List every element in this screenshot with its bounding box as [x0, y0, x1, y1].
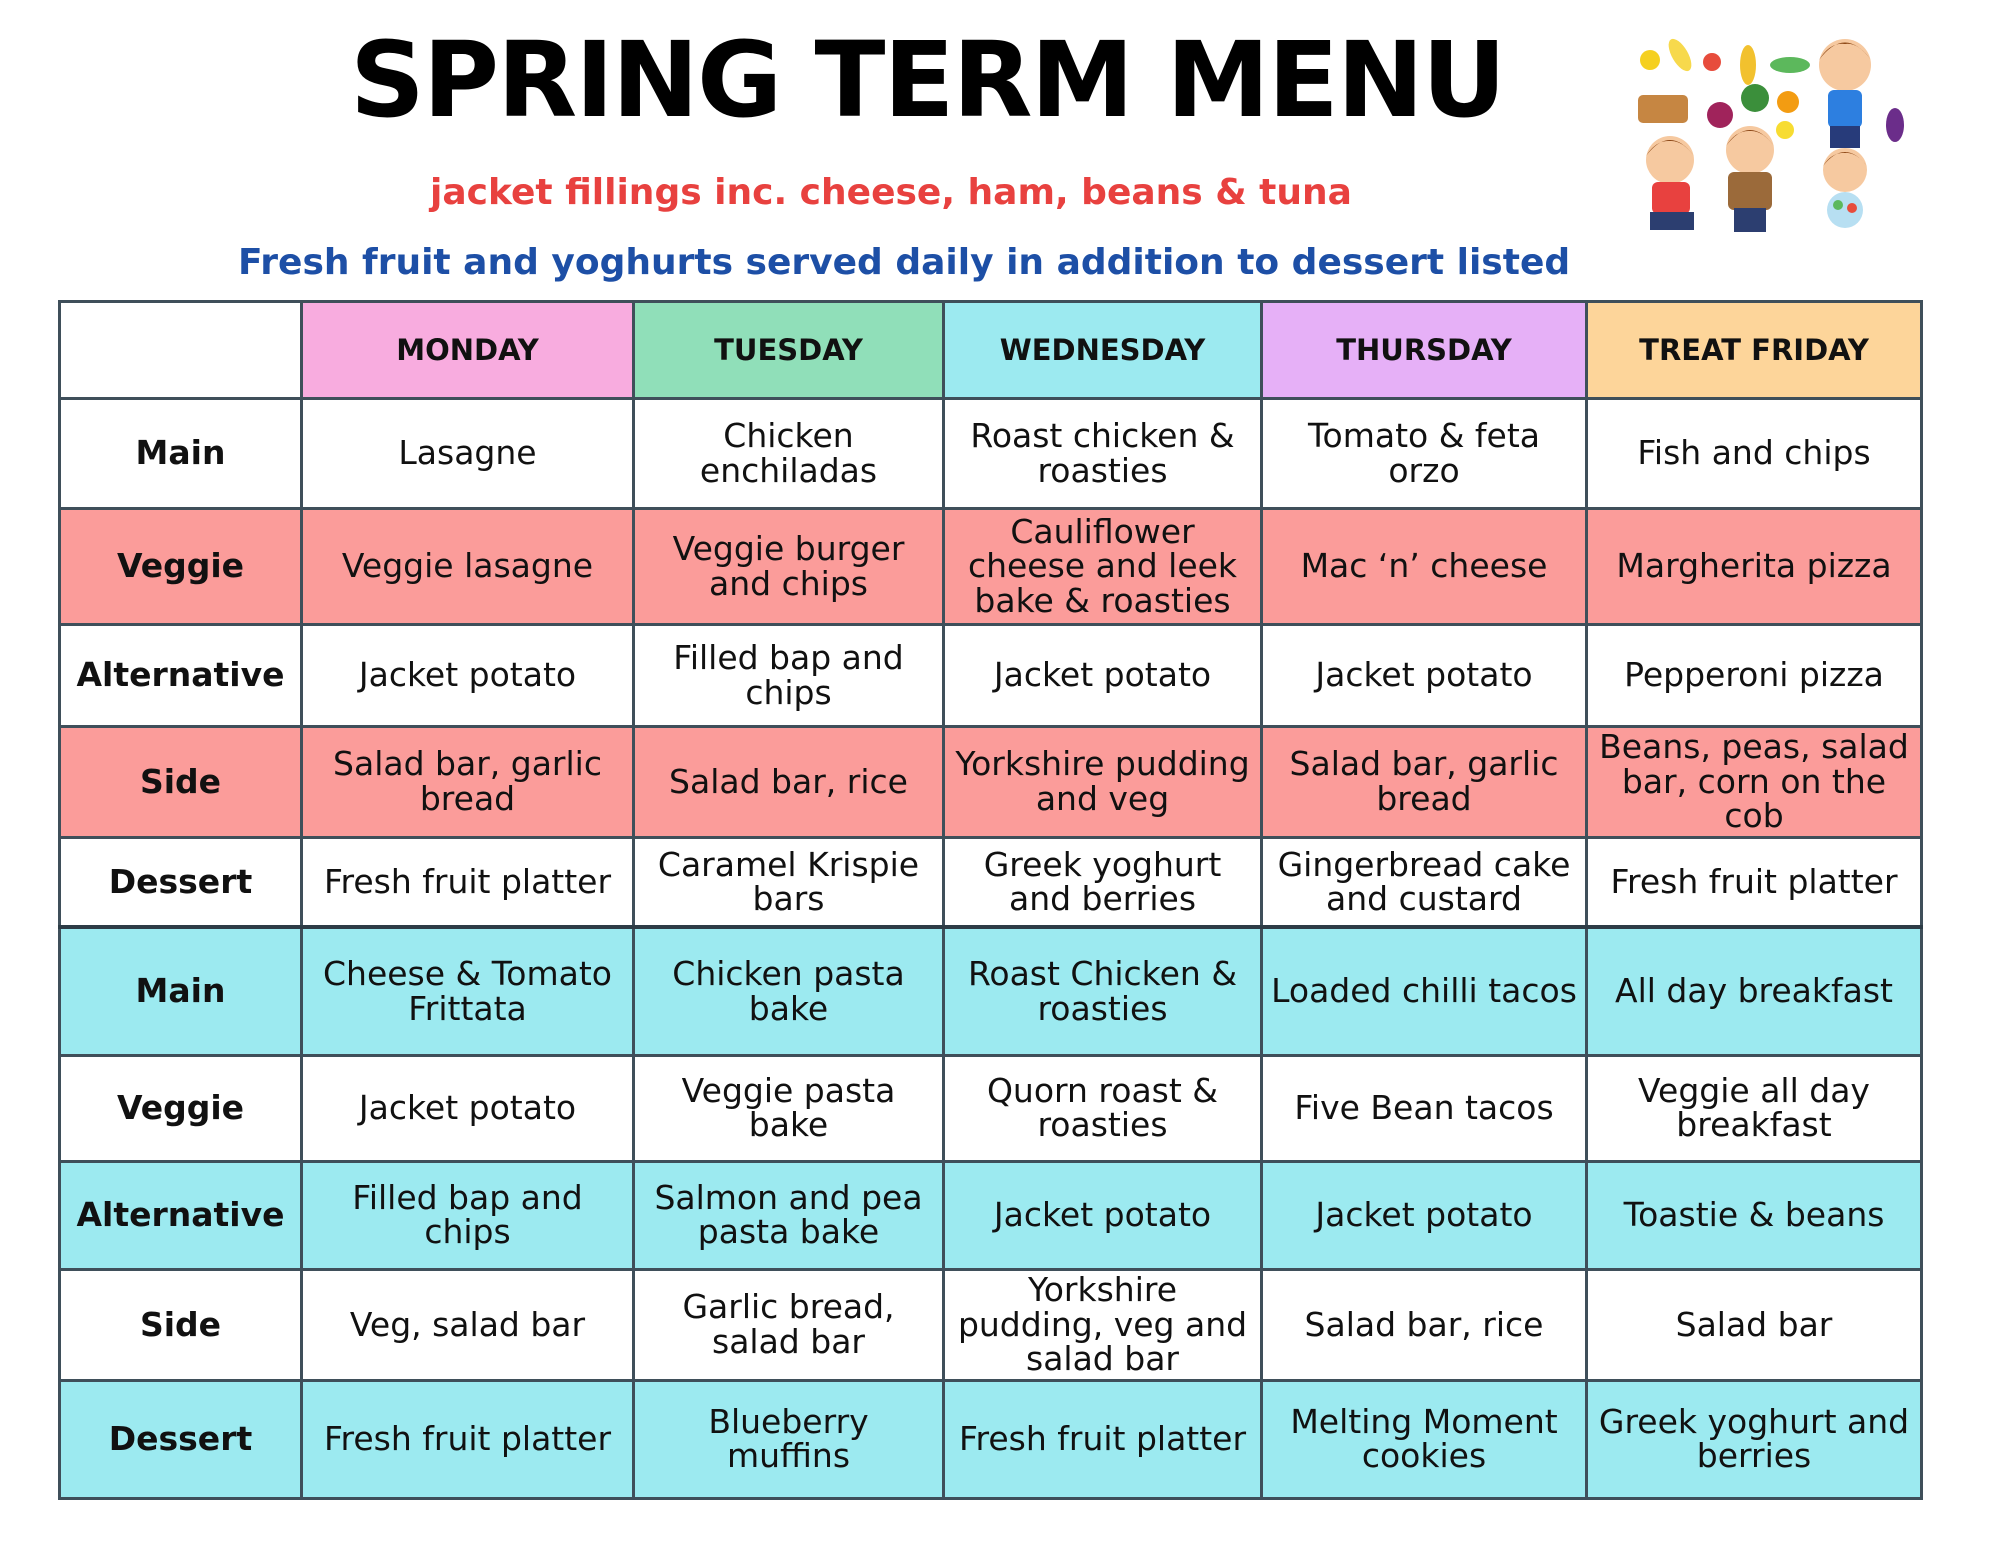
lemon-icon	[1640, 50, 1660, 70]
menu-cell-friday: Fresh fruit platter	[1587, 837, 1922, 927]
menu-cell-tuesday: Chicken pasta bake	[634, 927, 944, 1055]
row-label: Main	[60, 399, 302, 509]
menu-cell-tuesday: Chicken enchiladas	[634, 399, 944, 509]
menu-cell-tuesday: Veggie pasta bake	[634, 1055, 944, 1161]
menu-cell-monday: Filled bap and chips	[302, 1161, 634, 1269]
menu-cell-wednesday: Yorkshire pudding, veg and salad bar	[944, 1269, 1262, 1380]
corn-icon	[1740, 45, 1756, 85]
day-header-friday: TREAT FRIDAY	[1587, 302, 1922, 399]
menu-table	[58, 300, 1923, 1500]
menu-cell-tuesday: Caramel Krispie bars	[634, 837, 944, 927]
day-header-monday: MONDAY	[302, 302, 634, 399]
menu-row-alternative-week2	[60, 1161, 1922, 1269]
day-header-tuesday: TUESDAY	[634, 302, 944, 399]
menu-cell-wednesday: Quorn roast & roasties	[944, 1055, 1262, 1161]
menu-cell-wednesday: Greek yoghurt and berries	[944, 837, 1262, 927]
menu-cell-thursday: Loaded chilli tacos	[1262, 927, 1587, 1055]
fresh-fruit-note: Fresh fruit and yoghurts served daily in addition to dessert listed	[238, 242, 1571, 283]
menu-cell-friday: Margherita pizza	[1587, 509, 1922, 625]
page-title: SPRING TERM MENU	[350, 19, 1505, 141]
menu-cell-monday: Jacket potato	[302, 1055, 634, 1161]
menu-cell-thursday: Mac ‘n’ cheese	[1262, 509, 1587, 625]
menu-cell-tuesday: Veggie burger and chips	[634, 509, 944, 625]
row-label: Dessert	[60, 837, 302, 927]
row-label: Dessert	[60, 1380, 302, 1498]
day-header-wednesday: WEDNESDAY	[944, 302, 1262, 399]
cutting-board-icon	[1638, 95, 1688, 123]
menu-cell-friday: Beans, peas, salad bar, corn on the cob	[1587, 727, 1922, 838]
menu-cell-tuesday: Blueberry muffins	[634, 1380, 944, 1498]
menu-cell-tuesday: Garlic bread, salad bar	[634, 1269, 944, 1380]
eggplant-icon	[1886, 108, 1904, 142]
menu-cell-thursday: Tomato & feta orzo	[1262, 399, 1587, 509]
menu-cell-wednesday: Jacket potato	[944, 1161, 1262, 1269]
menu-cell-friday: Pepperoni pizza	[1587, 625, 1922, 727]
menu-cell-wednesday: Roast chicken & roasties	[944, 399, 1262, 509]
row-label: Alternative	[60, 625, 302, 727]
menu-cell-thursday: Gingerbread cake and custard	[1262, 837, 1587, 927]
menu-row-side-week1	[60, 727, 1922, 838]
menu-cell-thursday: Melting Moment cookies	[1262, 1380, 1587, 1498]
tomato-icon	[1703, 53, 1721, 71]
row-label: Side	[60, 727, 302, 838]
menu-cell-wednesday: Roast Chicken & roasties	[944, 927, 1262, 1055]
menu-cell-friday: Salad bar	[1587, 1269, 1922, 1380]
menu-row-alternative-week1	[60, 625, 1922, 727]
menu-row-veggie-week1	[60, 509, 1922, 625]
menu-cell-thursday: Jacket potato	[1262, 625, 1587, 727]
row-label: Main	[60, 927, 302, 1055]
jacket-fillings-note: jacket fillings inc. cheese, ham, beans & tuna	[430, 172, 1352, 213]
menu-body	[60, 399, 1922, 1499]
day-header-thursday: THURSDAY	[1262, 302, 1587, 399]
menu-cell-friday: All day breakfast	[1587, 927, 1922, 1055]
menu-row-dessert-week2	[60, 1380, 1922, 1498]
menu-cell-wednesday: Cauliflower cheese and leek bake & roasties	[944, 509, 1262, 625]
day-header-row	[60, 302, 1922, 399]
menu-cell-wednesday: Yorkshire pudding and veg	[944, 727, 1262, 838]
beetroot-icon	[1707, 102, 1733, 128]
menu-cell-friday: Greek yoghurt and berries	[1587, 1380, 1922, 1498]
menu-cell-monday: Veg, salad bar	[302, 1269, 634, 1380]
pepper-icon	[1776, 121, 1794, 139]
menu-cell-thursday: Jacket potato	[1262, 1161, 1587, 1269]
menu-cell-thursday: Salad bar, garlic bread	[1262, 727, 1587, 838]
menu-cell-monday: Fresh fruit platter	[302, 837, 634, 927]
menu-cell-thursday: Five Bean tacos	[1262, 1055, 1587, 1161]
menu-row-side-week2	[60, 1269, 1922, 1380]
menu-cell-friday: Toastie & beans	[1587, 1161, 1922, 1269]
row-label: Veggie	[60, 1055, 302, 1161]
peapod-icon	[1770, 57, 1810, 73]
menu-cell-monday: Lasagne	[302, 399, 634, 509]
menu-cell-tuesday: Filled bap and chips	[634, 625, 944, 727]
menu-cell-monday: Cheese & Tomato Frittata	[302, 927, 634, 1055]
menu-cell-monday: Salad bar, garlic bread	[302, 727, 634, 838]
menu-cell-monday: Veggie lasagne	[302, 509, 634, 625]
menu-cell-friday: Veggie all day breakfast	[1587, 1055, 1922, 1161]
menu-cell-thursday: Salad bar, rice	[1262, 1269, 1587, 1380]
menu-cell-monday: Jacket potato	[302, 625, 634, 727]
kids-with-fruit-and-vegetables-illustration	[1630, 20, 1910, 240]
menu-cell-tuesday: Salad bar, rice	[634, 727, 944, 838]
orange-icon	[1777, 91, 1799, 113]
corner-cell	[60, 302, 302, 399]
menu-cell-wednesday: Jacket potato	[944, 625, 1262, 727]
menu-row-main-week1	[60, 399, 1922, 509]
menu-row-veggie-week2	[60, 1055, 1922, 1161]
banana-icon	[1664, 35, 1696, 74]
broccoli-icon	[1741, 84, 1769, 112]
row-label: Alternative	[60, 1161, 302, 1269]
menu-cell-tuesday: Salmon and pea pasta bake	[634, 1161, 944, 1269]
menu-cell-monday: Fresh fruit platter	[302, 1380, 634, 1498]
row-label: Side	[60, 1269, 302, 1380]
menu-row-dessert-week1	[60, 837, 1922, 927]
menu-row-main-week2	[60, 927, 1922, 1055]
menu-cell-friday: Fish and chips	[1587, 399, 1922, 509]
menu-cell-wednesday: Fresh fruit platter	[944, 1380, 1262, 1498]
row-label: Veggie	[60, 509, 302, 625]
